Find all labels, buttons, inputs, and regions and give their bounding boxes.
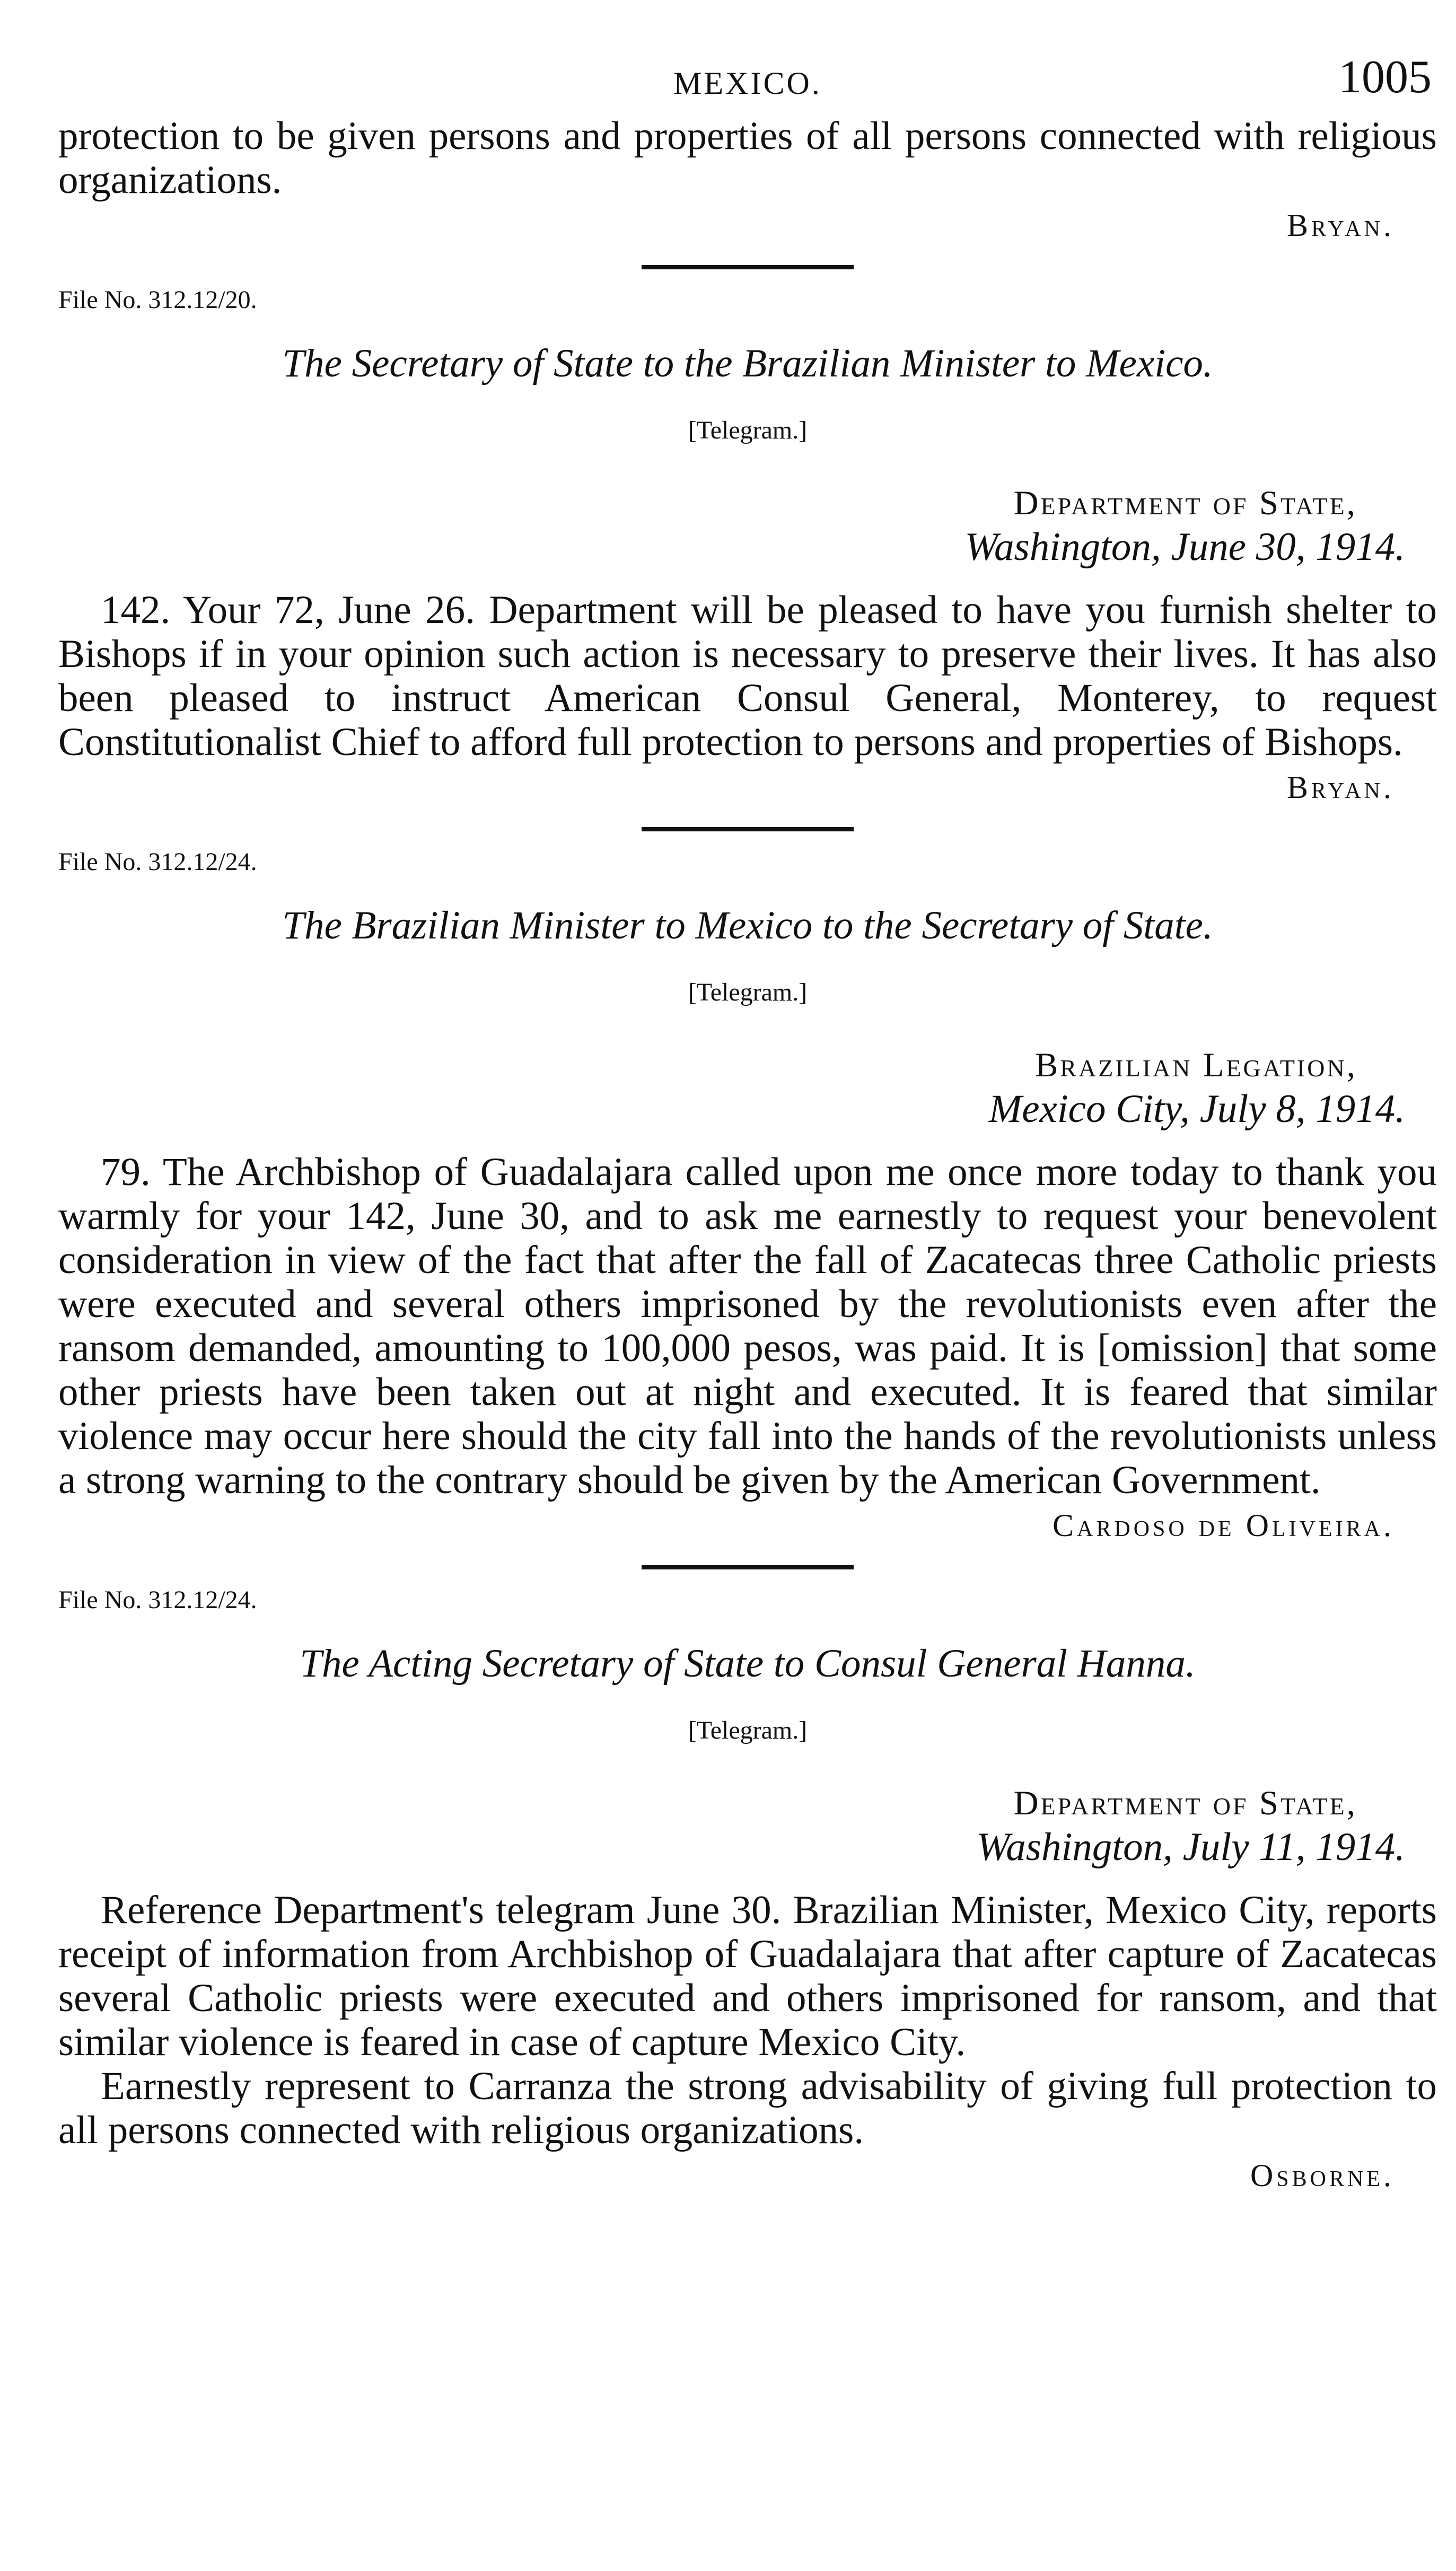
document-body: 142. Your 72, June 26. Department will be pleased to have you furnish shelter to Bishops if in your opinion such action is necessary to preserve their lives. It has also been pleased to instruct American Consul General, Monterey, to request Constitutionalist Chief to afford full protection to persons and properties of Bishops. [58, 588, 1437, 764]
document-body-paragraph-1: Reference Department's telegram June 30. Brazilian Minister, Mexico City, reports receipt of information from Archbishop of Guadalajara that after capture of Zacatecas several Catholic priests were executed and others imprisoned for ransom, and that similar violence is feared in case of capture Mexico City. [58, 1888, 1437, 2064]
signature: Cardoso de Oliveira. [1052, 1508, 1394, 1543]
document-title: The Brazilian Minister to Mexico to the Secretary of State. [282, 903, 1213, 947]
running-title: MEXICO. [673, 66, 822, 101]
section-rule [642, 265, 854, 269]
document-page [58, 50, 1437, 2194]
signature-bryan-1: Bryan. [1286, 208, 1394, 243]
document-title: The Acting Secretary of State to Consul General Hanna. [300, 1642, 1196, 1686]
dateline-date: Washington, July 11, 1914. [976, 1825, 1405, 1869]
file-number: File No. 312.12/24. [58, 848, 257, 876]
document-1 [58, 285, 1437, 806]
section-rule [642, 1565, 854, 1569]
page-number: 1005 [1338, 51, 1432, 103]
file-number: File No. 312.12/24. [58, 1586, 257, 1614]
dateline [58, 1044, 1405, 1131]
dateline [58, 1782, 1405, 1870]
dateline-place: Department of State, [1013, 1784, 1357, 1822]
telegram-label: [Telegram.] [688, 1716, 808, 1744]
file-number: File No. 312.12/20. [58, 286, 257, 314]
document-2 [58, 847, 1437, 1544]
dateline [58, 482, 1405, 569]
signature: Bryan. [1286, 770, 1394, 805]
document-title: The Secretary of State to the Brazilian Minister to Mexico. [282, 341, 1213, 385]
telegram-label: [Telegram.] [688, 978, 808, 1006]
dateline-place: Department of State, [1013, 484, 1357, 522]
document-3 [58, 1585, 1437, 2194]
dateline-date: Mexico City, July 8, 1914. [988, 1087, 1405, 1131]
section-rule [642, 827, 854, 831]
document-body-paragraph-2: Earnestly represent to Carranza the strong advisability of giving full protection to all persons connected with religious organizations. [58, 2064, 1437, 2152]
signature: Osborne. [1250, 2158, 1394, 2193]
dateline-place: Brazilian Legation, [1034, 1046, 1357, 1084]
continued-paragraph: protection to be given persons and properties of all persons connected with religious organizations. [58, 114, 1437, 202]
telegram-label: [Telegram.] [688, 416, 808, 444]
page-header [58, 50, 1437, 114]
dateline-date: Washington, June 30, 1914. [964, 525, 1405, 569]
document-body: 79. The Archbishop of Guadalajara called upon me once more today to thank you warmly for your 142, June 30, and to ask me earnestly to request your benevolent consideration in view of the fact that after the fall of Zacatecas three Catholic priests were executed and several others imprisoned by the revolutionists even after the ransom demanded, amounting to 100,000 pesos, was paid. It is [omission] that some other priests have been taken out at night and executed. It is feared that similar violence may occur here should the city fall into the hands of the revolutionists unless a strong warning to the contrary should be given by the American Government. [58, 1150, 1437, 1502]
